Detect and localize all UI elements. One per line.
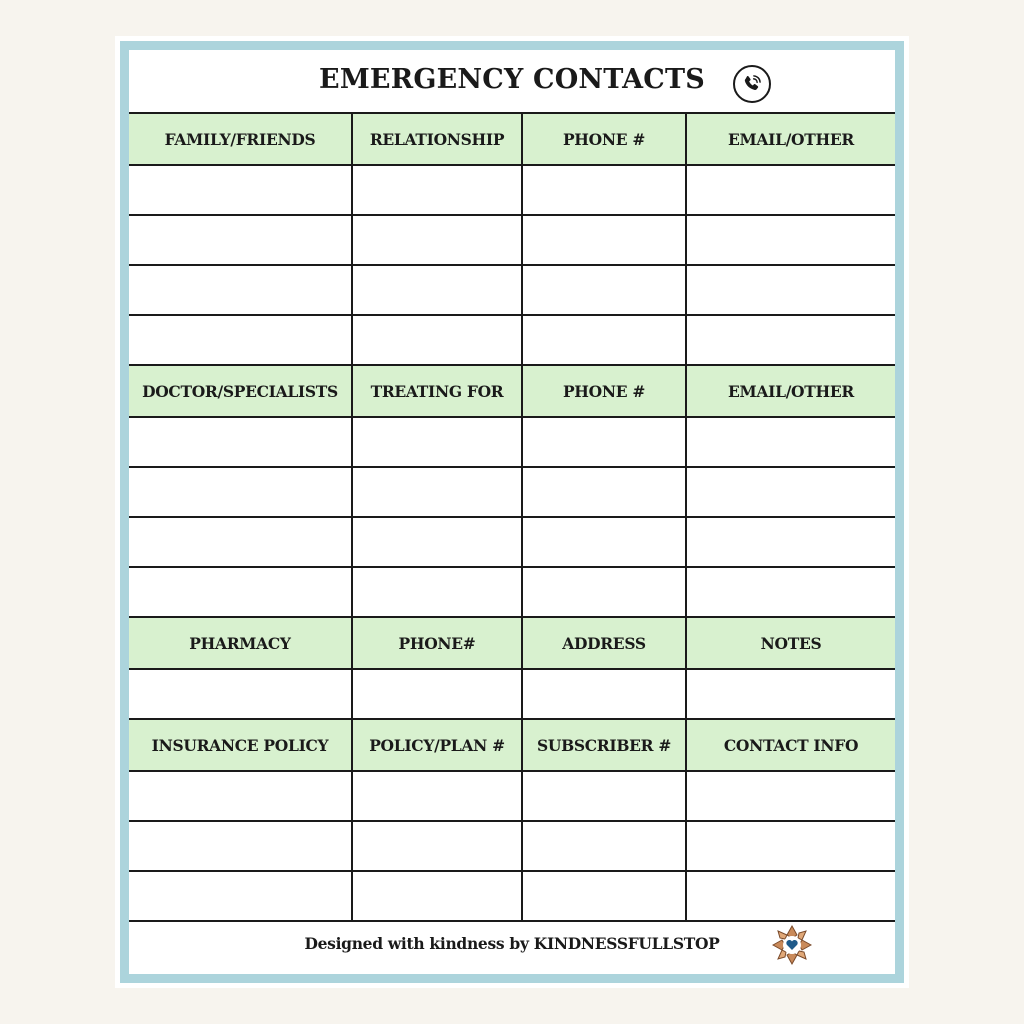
blank-entry-cell [352, 315, 522, 365]
blank-entry-cell [129, 417, 352, 467]
printable-sheet [115, 36, 909, 988]
family-entry-row [129, 215, 895, 265]
blank-entry-cell [686, 567, 895, 617]
doctors-entry-row [129, 467, 895, 517]
blank-entry-cell [352, 567, 522, 617]
doctors-entry-row [129, 517, 895, 567]
column-header: EMAIL/OTHER [686, 113, 895, 165]
family-entry-row [129, 315, 895, 365]
sheet-content [129, 50, 895, 974]
column-header: PHONE # [522, 365, 686, 417]
column-header: ADDRESS [522, 617, 686, 669]
family-header-row [129, 113, 895, 165]
sheet-border-frame [120, 41, 904, 983]
column-header: PHONE # [522, 113, 686, 165]
footer [129, 912, 895, 974]
column-header: EMAIL/OTHER [686, 365, 895, 417]
blank-entry-cell [522, 215, 686, 265]
blank-entry-cell [686, 265, 895, 315]
blank-entry-cell [686, 215, 895, 265]
blank-entry-cell [352, 771, 522, 821]
blank-entry-cell [129, 517, 352, 567]
blank-entry-cell [352, 821, 522, 871]
blank-entry-cell [522, 669, 686, 719]
column-header: DOCTOR/SPECIALISTS [129, 365, 352, 417]
blank-entry-cell [352, 215, 522, 265]
doctors-entry-row [129, 567, 895, 617]
column-header: SUBSCRIBER # [522, 719, 686, 771]
column-header: POLICY/PLAN # [352, 719, 522, 771]
phone-icon [733, 65, 771, 103]
blank-entry-cell [129, 315, 352, 365]
blank-entry-cell [129, 669, 352, 719]
blank-entry-cell [129, 821, 352, 871]
blank-entry-cell [522, 821, 686, 871]
blank-entry-cell [522, 467, 686, 517]
blank-entry-cell [522, 567, 686, 617]
blank-entry-cell [522, 315, 686, 365]
blank-entry-cell [686, 165, 895, 215]
blank-entry-cell [686, 467, 895, 517]
blank-entry-cell [129, 567, 352, 617]
footer-credit: Designed with kindness by KINDNESSFULLSTOP [304, 934, 720, 953]
emergency-contacts-table [129, 112, 895, 922]
family-entry-row [129, 265, 895, 315]
blank-entry-cell [352, 265, 522, 315]
page-title: EMERGENCY CONTACTS [319, 64, 705, 95]
blank-entry-cell [129, 771, 352, 821]
column-header: RELATIONSHIP [352, 113, 522, 165]
family-entry-row [129, 165, 895, 215]
blank-entry-cell [352, 669, 522, 719]
blank-entry-cell [522, 771, 686, 821]
blank-entry-cell [522, 517, 686, 567]
blank-entry-cell [352, 467, 522, 517]
pharmacy-entry-row [129, 669, 895, 719]
column-header: TREATING FOR [352, 365, 522, 417]
column-header: PHONE# [352, 617, 522, 669]
doctors-header-row [129, 365, 895, 417]
column-header: CONTACT INFO [686, 719, 895, 771]
title-bar [129, 50, 895, 112]
blank-entry-cell [129, 165, 352, 215]
column-header: INSURANCE POLICY [129, 719, 352, 771]
blank-entry-cell [686, 315, 895, 365]
blank-entry-cell [686, 517, 895, 567]
column-header: FAMILY/FRIENDS [129, 113, 352, 165]
insurance-entry-row [129, 771, 895, 821]
blank-entry-cell [686, 669, 895, 719]
pharmacy-header-row [129, 617, 895, 669]
blank-entry-cell [352, 417, 522, 467]
blank-entry-cell [686, 821, 895, 871]
blank-entry-cell [129, 467, 352, 517]
blank-entry-cell [686, 417, 895, 467]
blank-entry-cell [522, 417, 686, 467]
blank-entry-cell [352, 517, 522, 567]
column-header: PHARMACY [129, 617, 352, 669]
blank-entry-cell [522, 165, 686, 215]
insurance-entry-row [129, 821, 895, 871]
insurance-header-row [129, 719, 895, 771]
blank-entry-cell [129, 215, 352, 265]
column-header: NOTES [686, 617, 895, 669]
blank-entry-cell [686, 771, 895, 821]
doctors-entry-row [129, 417, 895, 467]
helping-hands-heart-logo [769, 922, 815, 968]
blank-entry-cell [129, 265, 352, 315]
blank-entry-cell [522, 265, 686, 315]
blank-entry-cell [352, 165, 522, 215]
